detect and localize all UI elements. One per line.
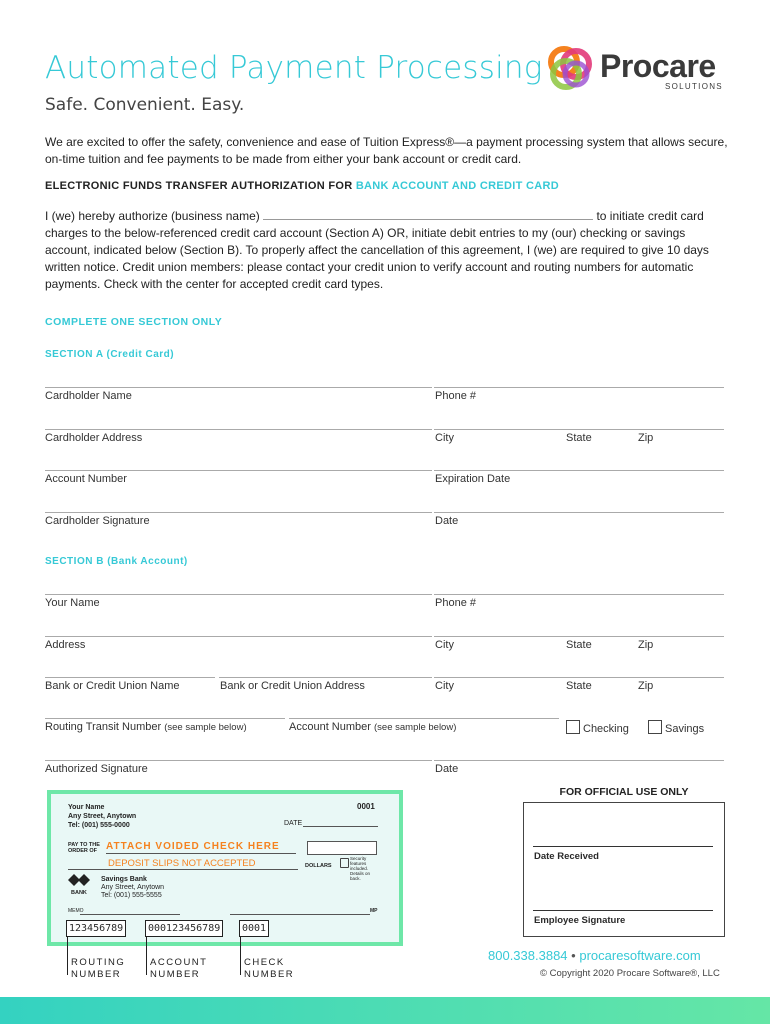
cardholder-name-label: Cardholder Name — [45, 390, 132, 402]
zip-label-a: Zip — [638, 432, 654, 444]
date-label-b: Date — [435, 763, 459, 775]
check-number-top: 0001 — [357, 802, 375, 811]
logo-subtitle: SOLUTIONS — [665, 82, 723, 91]
authorized-signature-label: Authorized Signature — [45, 763, 148, 775]
your-name-field[interactable] — [45, 594, 432, 595]
date-received-line[interactable] — [533, 846, 713, 847]
date-received-label: Date Received — [534, 851, 599, 862]
check-bank-name: Savings Bank — [101, 876, 147, 883]
date-field-b[interactable] — [434, 760, 724, 761]
footer-bullet: • — [571, 948, 576, 963]
checking-option[interactable] — [566, 720, 629, 735]
procare-logo-icon — [544, 42, 596, 94]
phone-label-b: Phone # — [435, 597, 476, 609]
phone-field-a[interactable] — [434, 387, 724, 388]
account-label-b — [289, 721, 456, 733]
check-payer-street: Any Street, Anytown — [68, 813, 137, 820]
account-number-field-a[interactable] — [45, 470, 432, 471]
date-field-a[interactable] — [434, 512, 724, 513]
state-label-a: State — [566, 432, 592, 444]
address-label-b: Address — [45, 639, 86, 651]
bank-diamonds-icon — [68, 874, 92, 890]
logo-wordmark: Procare — [600, 48, 716, 84]
check-payer-name: Your Name — [68, 804, 105, 811]
checking-label: Checking — [583, 723, 629, 735]
account-number-box: 000123456789 — [145, 920, 223, 937]
routing-number-label: ROUTING NUMBER — [71, 957, 126, 980]
bank-zip-label: Zip — [638, 680, 654, 692]
check-mp-label: MP — [370, 908, 378, 914]
check-signature-line — [230, 914, 370, 915]
check-date-label: DATE — [284, 820, 303, 827]
footer-phone[interactable]: 800.338.3884 — [488, 948, 568, 963]
attach-voided-check: ATTACH VOIDED CHECK HERE — [106, 841, 280, 852]
check-memo-line — [80, 914, 180, 915]
footer-copyright: © Copyright 2020 Procare Software®, LLC — [540, 968, 720, 979]
check-memo-label: MEMO — [68, 908, 84, 914]
bank-name-field[interactable] — [45, 677, 215, 678]
eft-label: ELECTRONIC FUNDS TRANSFER AUTHORIZATION FOR — [45, 180, 353, 192]
check-payee-line — [106, 853, 296, 854]
routing-pointer — [67, 937, 68, 975]
official-use-heading: FOR OFFICIAL USE ONLY — [559, 786, 689, 798]
account-pointer — [146, 937, 147, 975]
cardholder-address-label: Cardholder Address — [45, 432, 143, 444]
bottom-gradient-bar — [0, 997, 770, 1024]
page-title: Automated Payment Processing — [45, 50, 543, 86]
city-label-a: City — [435, 432, 454, 444]
checking-checkbox[interactable] — [566, 720, 580, 734]
cardholder-signature-field[interactable] — [45, 512, 432, 513]
savings-checkbox[interactable] — [648, 720, 662, 734]
state-label-b: State — [566, 639, 592, 651]
check-date-line — [303, 826, 378, 827]
account-note: (see sample below) — [374, 722, 457, 733]
routing-number-box: 123456789 — [66, 920, 126, 937]
business-name-field[interactable] — [263, 208, 593, 220]
routing-label-text: Routing Transit Number — [45, 721, 162, 733]
routing-number-field[interactable] — [45, 718, 285, 719]
check-pointer — [240, 937, 241, 975]
auth-before: I (we) hereby authorize (business name) — [45, 209, 260, 223]
cardholder-signature-label: Cardholder Signature — [45, 515, 150, 527]
bank-city-state-zip-field[interactable] — [434, 677, 724, 678]
bank-address-label: Bank or Credit Union Address — [220, 680, 365, 692]
check-dollars-label: DOLLARS — [305, 863, 332, 869]
account-number-field-b[interactable] — [289, 718, 559, 719]
section-a-heading: SECTION A (Credit Card) — [45, 349, 175, 360]
footer-website[interactable]: procaresoftware.com — [579, 948, 701, 963]
check-number-box: 0001 — [239, 920, 269, 937]
check-security-note: Security features included. Details on back. — [350, 856, 371, 881]
intro-paragraph: We are excited to offer the safety, convenience and ease of Tuition Express®—a payment processing system that allows secure, on-time tuition and fee payments to be made from either your bank account or credit card. — [45, 135, 728, 166]
account-number-label-a: Account Number — [45, 473, 127, 485]
city-state-zip-field-b[interactable] — [434, 636, 724, 637]
lock-icon — [340, 858, 349, 868]
employee-signature-line[interactable] — [533, 910, 713, 911]
savings-label: Savings — [665, 723, 705, 735]
account-number-label: ACCOUNT NUMBER — [150, 957, 208, 980]
procare-logo — [544, 42, 596, 94]
deposit-slips-warning: DEPOSIT SLIPS NOT ACCEPTED — [108, 858, 256, 869]
authorization-paragraph — [45, 208, 715, 293]
auth-after: to initiate credit card charges to the below-referenced credit card account (Section A) OR, initiate debit entries to my (our) checking or savings account, indicated below (Section B). To properly affect the cancellation of this agreement, I (we) are required to give 10 days written notice. Credit union members: please contact your credit union to verify account and routing numbers for automatic payments. Check with the center for accepted credit card types. — [45, 209, 709, 291]
authorized-signature-field[interactable] — [45, 760, 432, 761]
bank-name-label: Bank or Credit Union Name — [45, 680, 180, 692]
city-label-b: City — [435, 639, 454, 651]
bank-state-label: State — [566, 680, 592, 692]
check-bank-tel: Tel: (001) 555-5555 — [101, 892, 162, 899]
check-amount-words-line — [68, 869, 298, 870]
eft-highlight: BANK ACCOUNT AND CREDIT CARD — [355, 180, 559, 192]
cardholder-address-field[interactable] — [45, 429, 432, 430]
phone-field-b[interactable] — [434, 594, 724, 595]
city-state-zip-field-a[interactable] — [434, 429, 724, 430]
complete-one-heading: COMPLETE ONE SECTION ONLY — [45, 316, 223, 328]
check-payer-tel: Tel: (001) 555-0000 — [68, 822, 130, 829]
bank-city-label: City — [435, 680, 454, 692]
phone-label-a: Phone # — [435, 390, 476, 402]
tagline: Safe. Convenient. Easy. — [45, 95, 245, 115]
date-label-a: Date — [435, 515, 459, 527]
check-amount-box — [307, 841, 377, 855]
eft-heading — [45, 180, 559, 192]
employee-signature-label: Employee Signature — [534, 915, 626, 926]
footer-contact — [488, 948, 701, 963]
check-pay-to-label: PAY TO THE ORDER OF — [68, 842, 100, 854]
expiration-label: Expiration Date — [435, 473, 511, 485]
check-number-label: CHECK NUMBER — [244, 957, 295, 980]
address-field-b[interactable] — [45, 636, 432, 637]
zip-label-b: Zip — [638, 639, 654, 651]
routing-note: (see sample below) — [164, 722, 247, 733]
your-name-label: Your Name — [45, 597, 100, 609]
bank-logo-label: BANK — [71, 890, 87, 896]
expiration-field[interactable] — [434, 470, 724, 471]
section-b-heading: SECTION B (Bank Account) — [45, 556, 188, 567]
account-label-text: Account Number — [289, 721, 371, 733]
cardholder-name-field[interactable] — [45, 387, 432, 388]
bank-address-field[interactable] — [219, 677, 432, 678]
savings-option[interactable] — [648, 720, 704, 735]
routing-label — [45, 721, 247, 733]
check-bank-street: Any Street, Anytown — [101, 884, 165, 891]
